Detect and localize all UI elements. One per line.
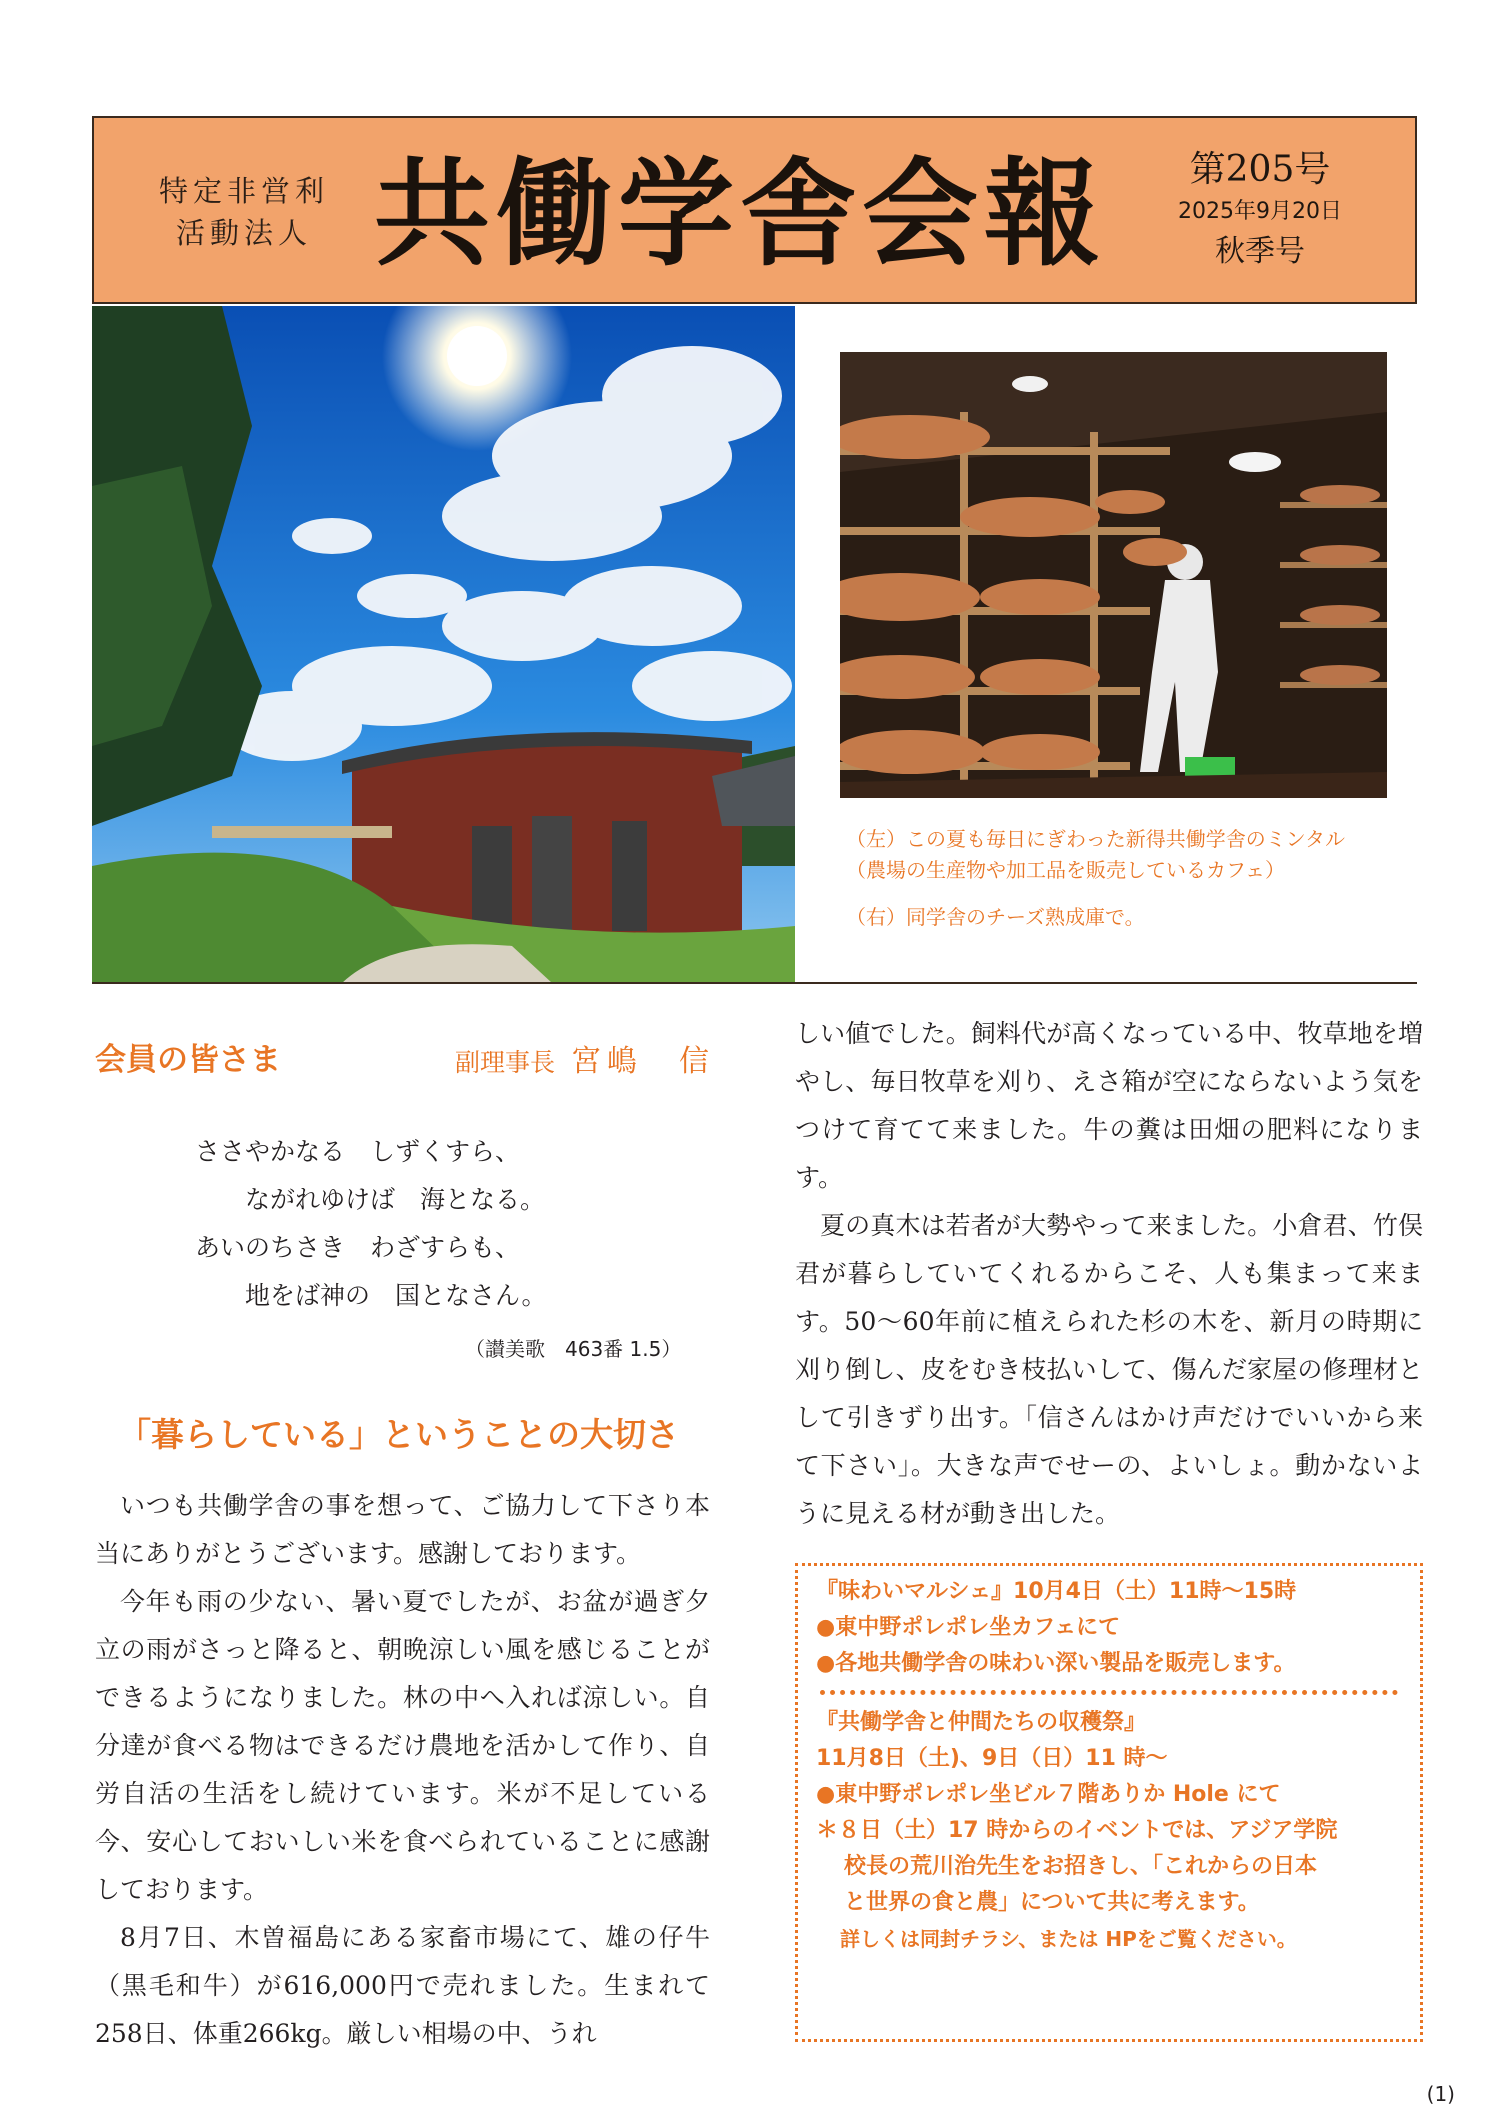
- event-2-title: 『共働学舎と仲間たちの収穫祭』: [816, 1710, 1147, 1735]
- event-1-venue: ●東中野ポレポレ坐カフェにて: [816, 1615, 1121, 1640]
- caption-left-line2: （農場の生産物や加工品を販売しているカフェ）: [846, 858, 1285, 882]
- event-2-note: ＊８日（土）17 時からのイベントでは、アジア学院: [816, 1818, 1338, 1843]
- author-role: 副理事長: [454, 1048, 555, 1077]
- cellar-illustration: [840, 352, 1387, 798]
- article-body-right: [795, 1010, 1423, 1538]
- photo-caption: [846, 824, 1406, 949]
- poem-source: （讃美歌 463番 1.5）: [465, 1337, 682, 1361]
- mintaru-cafe-photo: [92, 306, 795, 983]
- event-1-title: 『味わいマルシェ』10月4日（土）11時〜15時: [816, 1579, 1297, 1604]
- author: [455, 1036, 715, 1080]
- organization-type: [144, 170, 344, 254]
- org-line-2: 活動法人: [175, 216, 312, 250]
- cheese-cellar-photo: [840, 352, 1387, 798]
- article-heading: 「暮らしている」ということの大切さ: [118, 1415, 679, 1454]
- paragraph: 8月7日、木曽福島にある家畜市場にて、雄の仔牛（黒毛和牛）が616,000円で売れました。生まれて258日、体重266kg。厳しい相場の中、うれ: [95, 1923, 710, 2048]
- poem-line: ながれゆけば 海となる。: [245, 1185, 546, 1214]
- article-header: [95, 1034, 715, 1078]
- cafe-illustration: [92, 306, 795, 983]
- issue-date: 2025年9月20日: [1178, 199, 1342, 224]
- poem-line: ささやかなる しずくすら、: [195, 1137, 521, 1166]
- org-line-1: 特定非営利: [158, 174, 329, 208]
- paragraph: 夏の真木は若者が大勢やって来ました。小倉君、竹俣君が暮らしていてくれるからこそ、人も集まって来ます。50～60年前に植えられた杉の木を、新月の時期に刈り倒し、皮をむき枝払いして、傷んだ家屋の修理材として引きずり出す。「信さんはかけ声だけでいいから来て下さい」。大きな声でせーの、よいしょ。動かないように見える材が動き出した。: [795, 1211, 1424, 1528]
- event-1-detail: ●各地共働学舎の味わい深い製品を販売します。: [816, 1651, 1296, 1676]
- paragraph-continuation: しい値でした。飼料代が高くなっている中、牧草地を増やし、毎日牧草を刈り、えさ箱が空にならないよう気をつけて育てて来ました。牛の糞は田畑の肥料になります。: [795, 1019, 1423, 1192]
- paragraph: いつも共働学舎の事を想って、ご協力して下さり本当にありがとうございます。感謝しております。: [95, 1491, 710, 1568]
- events-box: [795, 1563, 1423, 2042]
- page-number: (1): [1426, 2082, 1455, 2106]
- event-2-date: 11月8日（土)、9日（日）11 時〜: [816, 1746, 1168, 1771]
- issue-info: [1145, 146, 1375, 274]
- event-2-note: 校長の荒川治先生をお招きし、「これからの日本: [844, 1854, 1318, 1879]
- newsletter-title: 共働学舎会報: [374, 146, 1106, 282]
- caption-left-line1: （左）この夏も毎日にぎわった新得共働学舎のミンタル: [846, 827, 1345, 851]
- paragraph: 今年も雨の少ない、暑い夏でしたが、お盆が過ぎ夕立の雨がさっと降ると、朝晩涼しい風を感じることができるようになりました。林の中へ入れば涼しい。自分達が食べる物はできるだけ農地を活かして作り、自労自活の生活をし続けています。米が不足している今、安心しておいしい米を食べられていることに感謝しております。: [95, 1587, 710, 1904]
- section-divider: [92, 982, 1417, 984]
- caption-right: （右）同学舎のチーズ熟成庫で。: [846, 905, 1145, 929]
- issue-season: 秋季号: [1215, 234, 1305, 269]
- event-2-more-info: 詳しくは同封チラシ、または HPをご覧ください。: [840, 1927, 1297, 1951]
- author-name: 宮嶋 信: [571, 1044, 715, 1079]
- events-separator: [820, 1690, 1398, 1695]
- event-2-note: と世界の食と農」について共に考えます。: [844, 1890, 1260, 1915]
- masthead: [92, 116, 1417, 304]
- article-body-left: [95, 1482, 710, 2058]
- issue-number: 第205号: [1189, 149, 1331, 190]
- poem-line: 地をば神の 国となさん。: [245, 1281, 547, 1310]
- hymn-poem: [195, 1128, 682, 1361]
- salutation: 会員の皆さま: [95, 1042, 281, 1078]
- event-2-venue: ●東中野ポレポレ坐ビル７階ありか Hole にて: [816, 1782, 1281, 1807]
- poem-line: あいのちさき わざすらも、: [195, 1233, 521, 1262]
